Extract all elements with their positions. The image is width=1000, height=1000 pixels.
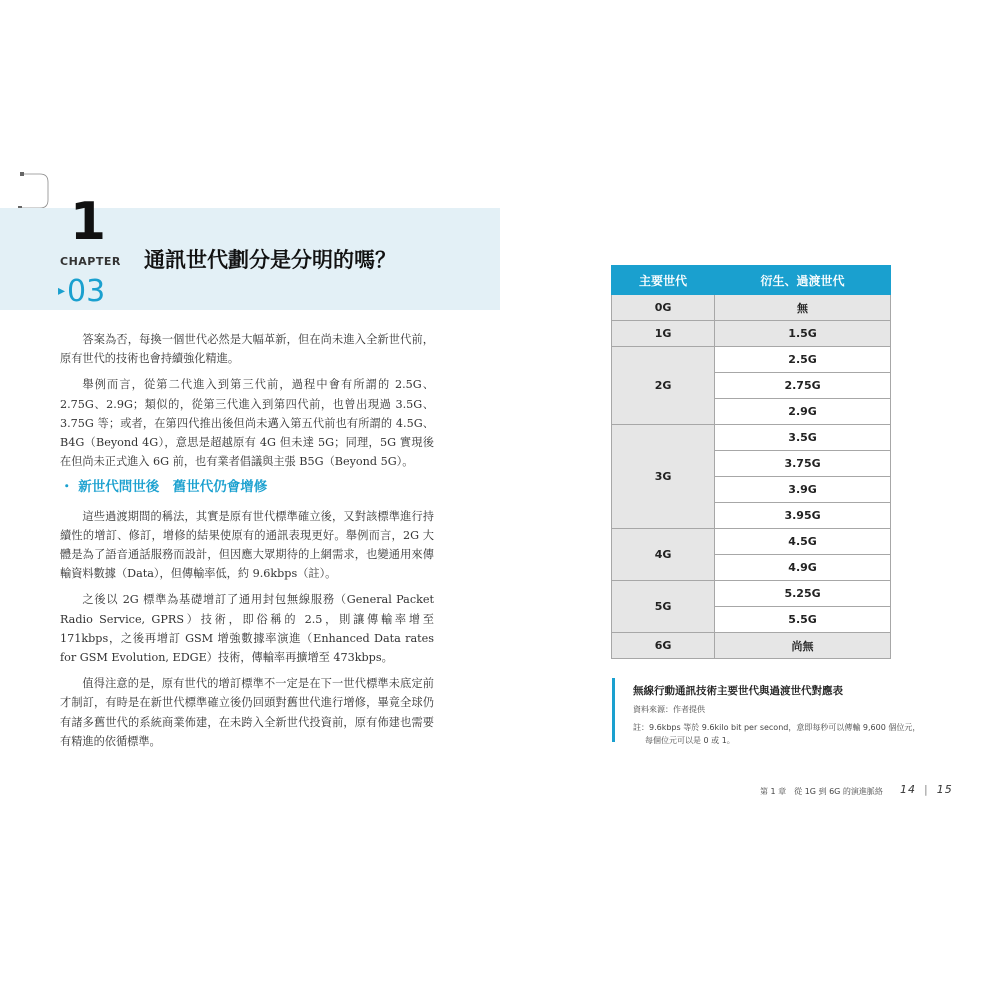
main-generation-cell: 2G	[612, 347, 715, 425]
derived-generation-cell: 2.75G	[715, 373, 891, 399]
table-row	[612, 529, 891, 555]
table-row	[612, 295, 891, 321]
table-header-row	[612, 266, 891, 295]
body-text	[60, 330, 434, 758]
derived-generation-cell: 4.9G	[715, 555, 891, 581]
section-heading: ・ 新世代問世後 舊世代仍會增修	[60, 479, 268, 496]
page-number-right: 15	[936, 783, 953, 796]
table-caption	[612, 678, 925, 745]
derived-generation-cell: 無	[715, 295, 891, 321]
derived-generation-cell: 3.95G	[715, 503, 891, 529]
main-generation-cell: 6G	[612, 633, 715, 659]
derived-generation-cell: 尚無	[715, 633, 891, 659]
table-row	[612, 347, 891, 373]
derived-generation-cell: 3.75G	[715, 451, 891, 477]
derived-generation-cell: 4.5G	[715, 529, 891, 555]
paragraph: 之後以 2G 標準為基礎增訂了通用封包無線服務（General Packet Radio Service, GPRS）技術，即俗稱的 2.5，則讓傳輸率增至171kbps，之後再增訂 GSM 增強數據率演進（Enhanced Data rates for GSM Evolution, EDGE）技術，傳輸率再擴增至 473kbps。	[60, 593, 434, 665]
derived-generation-cell: 3.5G	[715, 425, 891, 451]
table-header-main: 主要世代	[612, 266, 715, 295]
section-number-text: 03	[67, 274, 106, 309]
table-row	[612, 633, 891, 659]
main-generation-cell: 5G	[612, 581, 715, 633]
main-generation-cell: 1G	[612, 321, 715, 347]
paragraph: 這些過渡期間的稱法，其實是原有世代標準確立後，又對該標準進行持續性的增訂、修訂，增修的結果使原有的通訊表現更好。舉例而言，2G 大體是為了語音通話服務而設計，但因應大眾期待的上網需求，也變通用來傳輸資料數據（Data），但傳輸率低，約 9.6kbps（註）。	[60, 509, 434, 581]
derived-generation-cell: 5.5G	[715, 607, 891, 633]
triangle-arrow-icon: ▸	[58, 283, 66, 299]
derived-generation-cell: 3.9G	[715, 477, 891, 503]
derived-generation-cell: 2.5G	[715, 347, 891, 373]
table-row	[612, 425, 891, 451]
page-number-left: 14	[900, 783, 916, 796]
chapter-number: 1	[69, 192, 107, 252]
main-generation-cell: 0G	[612, 295, 715, 321]
caption-note: 註：9.6kbps 等於 9.6kilo bit per second，意即每秒可以傳輸 9,600 個位元，每個位元可以是 0 或 1。	[633, 723, 921, 745]
running-footer: 第 1 章 從 1G 到 6G 的演進脈絡	[760, 787, 883, 796]
caption-source: 資料來源：作者提供	[633, 705, 705, 714]
page-title: 通訊世代劃分是分明的嗎？	[144, 248, 396, 272]
paragraph: 答案為否，每換一個世代必然是大幅革新，但在尚未進入全新世代前，原有世代的技術也會持續強化精進。	[60, 333, 434, 366]
derived-generation-cell: 5.25G	[715, 581, 891, 607]
main-generation-cell: 4G	[612, 529, 715, 581]
derived-generation-cell: 1.5G	[715, 321, 891, 347]
generation-table	[611, 265, 891, 659]
chapter-section-number	[58, 272, 105, 311]
paragraph: 舉例而言，從第二代進入到第三代前，過程中會有所謂的 2.5G、2.75G、2.9G；類似的，從第三代進入到第四代前，也曾出現過 3.5G、3.75G 等；或者，在第四代推出後但尚未邁入第五代前也有所謂的 4.5G、B4G（Beyond 4G），意思是超越原有 4G 但未達 5G；同理，5G 實現後在但尚未正式進入 6G 前，也有業者倡議與主張 B5G（Beyond 5G）。	[60, 378, 434, 469]
chapter-label: CHAPTER	[60, 255, 121, 268]
table-row	[612, 321, 891, 347]
caption-title: 無線行動通訊技術主要世代與過渡世代對應表	[633, 685, 843, 697]
main-generation-cell: 3G	[612, 425, 715, 529]
page-separator: |	[924, 783, 929, 796]
derived-generation-cell: 2.9G	[715, 399, 891, 425]
paragraph: 值得注意的是，原有世代的增訂標準不一定是在下一世代標準未底定前才制訂，有時是在新世代標準確立後仍回頭對舊世代進行增修，畢竟全球仍有諸多舊世代的系統商業佈建，在未跨入全新世代投資前，原有佈建也需要有精進的依循標準。	[60, 677, 434, 748]
table-header-sub: 衍生、過渡世代	[715, 266, 891, 295]
table-row	[612, 581, 891, 607]
page-numbers	[900, 783, 953, 796]
